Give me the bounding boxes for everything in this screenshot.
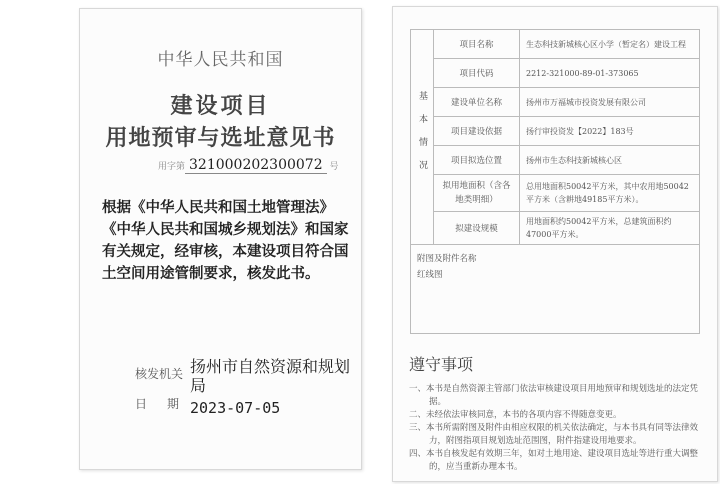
row-value: 生态科技新城核心区小学（暂定名）建设工程 bbox=[520, 30, 700, 59]
certificate-number bbox=[158, 157, 339, 173]
body-text: 根据《中华人民共和国土地管理法》《中华人民共和国城乡规划法》和国家有关规定，经审核，本建设项目符合国土空间用途管制要求，核发此书。 bbox=[102, 200, 349, 282]
row-label: 项目建设依据 bbox=[434, 117, 520, 146]
row-value: 用地面积约50042平方米，总建筑面积约47000平方米。 bbox=[520, 212, 700, 245]
table-row bbox=[411, 212, 700, 245]
row-value: 扬州市生态科技新城核心区 bbox=[520, 146, 700, 175]
row-value: 2212-321000-89-01-373065 bbox=[520, 59, 700, 88]
issuer-label: 核发机关 bbox=[135, 367, 184, 381]
row-label: 拟用地面积（含各地类明细） bbox=[434, 175, 520, 212]
rule-item: 二、未经依法审核同意，本书的各项内容不得随意变更。 bbox=[409, 410, 622, 420]
number-prefix: 用字第 bbox=[158, 162, 186, 172]
title-line-2: 用地预审与选址意见书 bbox=[105, 126, 336, 151]
row-value: 扬州市万福城市投资发展有限公司 bbox=[520, 88, 700, 117]
row-label: 项目名称 bbox=[434, 30, 520, 59]
row-value: 总用地面积50042平方米，其中农用地50042平方米（含耕地49185平方米）。 bbox=[520, 175, 700, 212]
row-label: 项目代码 bbox=[434, 59, 520, 88]
issue-date: 2023-07-05 bbox=[190, 399, 281, 417]
attachments-label: 附图及附件名称 bbox=[417, 254, 477, 264]
rule-item: 一、本书是自然资源主管部门依法审核建设项目用地预审和规划选址的法定凭据。 bbox=[409, 384, 699, 407]
row-label: 拟建设规模 bbox=[434, 212, 520, 245]
attachments-row bbox=[411, 245, 700, 334]
table-row bbox=[411, 117, 700, 146]
table-row bbox=[411, 30, 700, 59]
table-row bbox=[411, 175, 700, 212]
attachments-cell bbox=[411, 245, 700, 334]
row-value: 扬行审投资发【2022】183号 bbox=[520, 117, 700, 146]
title-line-1: 建设项目 bbox=[170, 94, 271, 119]
row-label: 项目拟选位置 bbox=[434, 146, 520, 175]
rules-title: 遵守事项 bbox=[409, 355, 474, 374]
certificate-cover-page bbox=[79, 8, 362, 470]
date-label: 日期 bbox=[135, 397, 200, 411]
rule-item: 三、本书所需附图及附件由相应权限的机关依法确定，与本书具有同等法律效力，附图指项目规划选址范围图，附件指建设用地要求。 bbox=[409, 423, 699, 446]
project-info-table bbox=[410, 29, 700, 334]
attachments-value: 红线图 bbox=[417, 270, 443, 280]
certificate-details-page bbox=[392, 6, 718, 482]
row-label: 建设单位名称 bbox=[434, 88, 520, 117]
country-name: 中华人民共和国 bbox=[157, 50, 284, 70]
table-row bbox=[411, 59, 700, 88]
rule-item: 四、本书自核发起有效期三年，如对土地用途、建设项目选址等进行重大调整的，应当重新办理本书。 bbox=[409, 449, 699, 472]
issuer: 扬州市自然资源和规划局 bbox=[190, 357, 351, 395]
table-row bbox=[411, 146, 700, 175]
number-value: 321000202300072 bbox=[185, 157, 327, 174]
rules-list bbox=[409, 383, 709, 474]
table-row bbox=[411, 88, 700, 117]
section-label: 基本情况 bbox=[411, 30, 434, 245]
number-suffix: 号 bbox=[329, 162, 339, 172]
